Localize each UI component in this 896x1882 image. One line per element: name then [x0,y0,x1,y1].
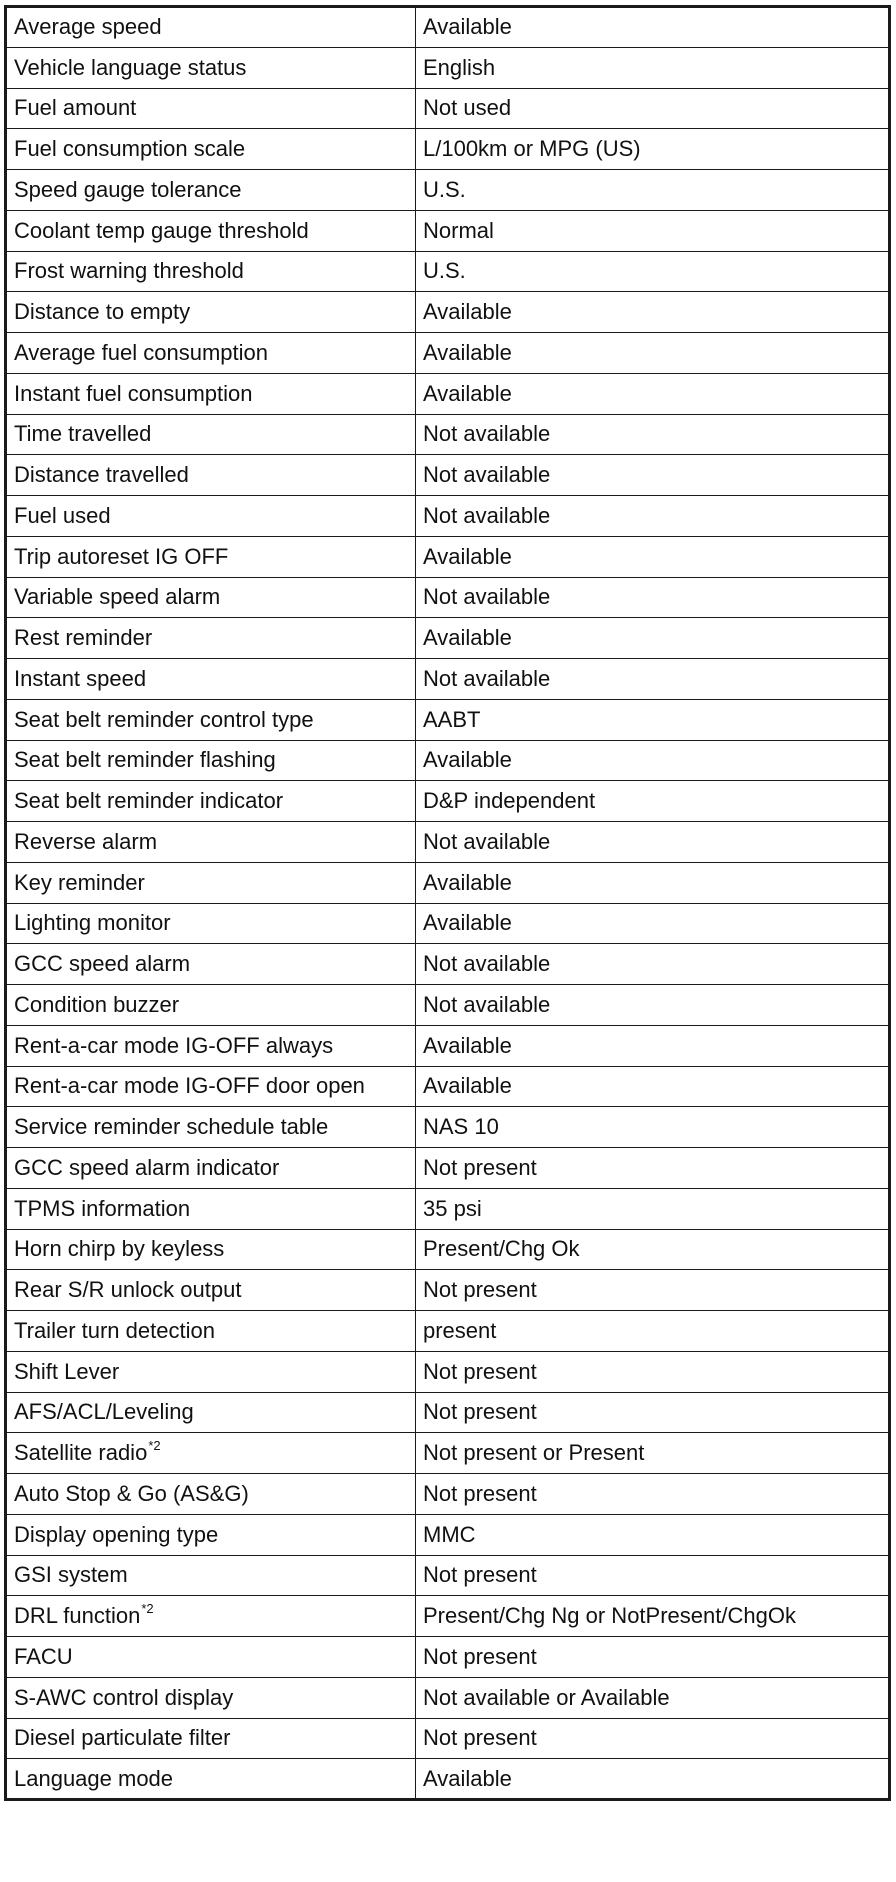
setting-value: Not available [423,828,551,854]
settings-table-body [6,7,890,1800]
table-row [6,1188,890,1229]
setting-value-cell [416,1514,890,1555]
table-row [6,1351,890,1392]
table-row [6,1718,890,1759]
setting-value: Not available [423,462,551,488]
setting-name: Trip autoreset IG OFF [14,543,229,569]
setting-name-cell [6,740,416,781]
setting-name-cell [6,47,416,88]
setting-value-cell [416,1066,890,1107]
setting-value: Not present [423,1399,537,1425]
setting-value: Present/Chg Ng or NotPresent/ChgOk [423,1603,796,1629]
setting-value-cell [416,333,890,374]
table-row [6,1066,890,1107]
setting-name: GSI system [14,1562,128,1588]
setting-value-cell [416,414,890,455]
table-row [6,7,890,48]
setting-value-cell [416,210,890,251]
setting-name: Condition buzzer [14,991,180,1017]
setting-value: Not present [423,1277,537,1303]
setting-value: Not present [423,1562,537,1588]
setting-name-cell [6,577,416,618]
table-row [6,1514,890,1555]
table-row [6,129,890,170]
setting-name: Distance travelled [14,462,189,488]
setting-name: Lighting monitor [14,910,171,936]
setting-name: Average fuel consumption [14,339,268,365]
setting-value: Not used [423,95,512,121]
setting-name-cell [6,1311,416,1352]
setting-name-cell [6,1351,416,1392]
setting-name-cell [6,985,416,1026]
setting-name: Key reminder [14,869,145,895]
setting-name-cell [6,1025,416,1066]
table-row [6,1474,890,1515]
setting-name: Auto Stop & Go (AS&G) [14,1480,249,1506]
setting-value: D&P independent [423,788,596,814]
table-row [6,740,890,781]
setting-value-cell [416,1392,890,1433]
table-row [6,903,890,944]
setting-value: Available [423,1073,512,1099]
setting-value-cell [416,740,890,781]
setting-name: Satellite radio [14,1440,148,1466]
setting-value-cell [416,170,890,211]
table-row [6,822,890,863]
table-row [6,1311,890,1352]
table-row [6,373,890,414]
setting-name-cell [6,1718,416,1759]
setting-value-cell [416,1555,890,1596]
setting-name-cell [6,536,416,577]
setting-name-cell [6,333,416,374]
setting-value: Normal [423,217,494,243]
setting-name-cell [6,88,416,129]
setting-name-cell [6,862,416,903]
setting-name-cell [6,903,416,944]
setting-name: Time travelled [14,421,152,447]
table-row [6,1229,890,1270]
setting-value: Present/Chg Ok [423,1236,580,1262]
setting-name: Seat belt reminder flashing [14,747,276,773]
setting-value: Available [423,747,512,773]
setting-value: Available [423,380,512,406]
setting-name: Speed gauge tolerance [14,176,242,202]
setting-value-cell [416,1270,890,1311]
setting-name: Rent-a-car mode IG-OFF door open [14,1073,365,1099]
setting-name-cell [6,1677,416,1718]
setting-value-cell [416,373,890,414]
setting-name: Rear S/R unlock output [14,1277,242,1303]
table-row [6,455,890,496]
setting-name: Coolant temp gauge threshold [14,217,309,243]
setting-value: Not present [423,1154,537,1180]
setting-name-cell [6,1066,416,1107]
setting-value: Available [423,1032,512,1058]
setting-value: Available [423,1765,512,1791]
setting-value-cell [416,862,890,903]
setting-name-cell [6,1229,416,1270]
setting-value-cell [416,496,890,537]
setting-value: L/100km or MPG (US) [423,136,641,162]
table-row [6,985,890,1026]
setting-name-cell [6,1637,416,1678]
setting-name: TPMS information [14,1195,191,1221]
setting-value-cell [416,903,890,944]
setting-name: Reverse alarm [14,828,158,854]
setting-value-cell [416,1025,890,1066]
setting-name-cell [6,455,416,496]
setting-value: Not available [423,584,551,610]
setting-value-cell [416,1759,890,1800]
setting-value-cell [416,292,890,333]
setting-name-cell [6,944,416,985]
setting-value: U.S. [423,176,466,202]
setting-name-cell [6,781,416,822]
table-row [6,251,890,292]
setting-name-cell [6,699,416,740]
table-row [6,618,890,659]
setting-name-cell [6,1555,416,1596]
setting-value: Not available or Available [423,1684,670,1710]
setting-name-cell [6,822,416,863]
setting-name: Seat belt reminder control type [14,706,314,732]
setting-name: Rent-a-car mode IG-OFF always [14,1032,334,1058]
setting-value-cell [416,251,890,292]
setting-value: Not present [423,1358,537,1384]
setting-value-cell [416,1148,890,1189]
setting-value: AABT [423,706,481,732]
setting-value: 35 psi [423,1195,482,1221]
table-row [6,292,890,333]
setting-name: Rest reminder [14,625,153,651]
setting-value: Not present or Present [423,1440,645,1466]
setting-name: DRL function [14,1603,141,1629]
setting-value-cell [416,944,890,985]
footnote-marker: *2 [141,1601,154,1617]
setting-name-cell [6,1596,416,1637]
setting-value: Not present [423,1725,537,1751]
setting-name: Horn chirp by keyless [14,1236,225,1262]
setting-name: Shift Lever [14,1358,120,1384]
setting-value: Not available [423,421,551,447]
table-row [6,1025,890,1066]
setting-name-cell [6,7,416,48]
table-row [6,944,890,985]
setting-value: Available [423,910,512,936]
setting-value-cell [416,536,890,577]
setting-name: Frost warning threshold [14,258,244,284]
setting-name: Fuel amount [14,95,137,121]
table-row [6,333,890,374]
setting-value: Available [423,869,512,895]
table-row [6,862,890,903]
setting-value-cell [416,1229,890,1270]
table-row [6,88,890,129]
setting-name: Service reminder schedule table [14,1114,329,1140]
table-row [6,1677,890,1718]
setting-name: Fuel consumption scale [14,136,246,162]
setting-value-cell [416,7,890,48]
setting-name-cell [6,251,416,292]
setting-value: Available [423,625,512,651]
setting-name: GCC speed alarm indicator [14,1154,280,1180]
setting-name: Vehicle language status [14,54,247,80]
setting-value: present [423,1317,497,1343]
setting-name-cell [6,1759,416,1800]
setting-value-cell [416,822,890,863]
table-row [6,1433,890,1474]
table-row [6,1555,890,1596]
setting-value-cell [416,699,890,740]
setting-name: GCC speed alarm [14,951,191,977]
setting-name: FACU [14,1643,73,1669]
table-row [6,414,890,455]
table-row [6,1637,890,1678]
setting-value-cell [416,1311,890,1352]
table-row [6,699,890,740]
setting-value-cell [416,1351,890,1392]
setting-name-cell [6,292,416,333]
setting-value-cell [416,577,890,618]
setting-value: Available [423,14,512,40]
setting-value-cell [416,1107,890,1148]
setting-name-cell [6,1148,416,1189]
setting-name-cell [6,496,416,537]
setting-value: Not available [423,665,551,691]
setting-name-cell [6,129,416,170]
table-row [6,1392,890,1433]
setting-name: Trailer turn detection [14,1317,215,1343]
setting-value-cell [416,1596,890,1637]
setting-name-cell [6,1433,416,1474]
setting-name: Average speed [14,14,162,40]
setting-value: Available [423,299,512,325]
setting-name-cell [6,1514,416,1555]
setting-value-cell [416,1718,890,1759]
table-row [6,781,890,822]
table-row [6,1270,890,1311]
setting-value: MMC [423,1521,476,1547]
setting-name: AFS/ACL/Leveling [14,1399,194,1425]
setting-name-cell [6,170,416,211]
table-row [6,577,890,618]
setting-value: Not available [423,951,551,977]
setting-name: Variable speed alarm [14,584,221,610]
setting-value: Not present [423,1643,537,1669]
setting-name-cell [6,373,416,414]
table-row [6,1596,890,1637]
setting-value-cell [416,618,890,659]
setting-value: Not present [423,1480,537,1506]
footnote-marker: *2 [148,1438,161,1454]
setting-name: Language mode [14,1765,174,1791]
setting-value: Available [423,339,512,365]
setting-value: Available [423,543,512,569]
table-row [6,1107,890,1148]
setting-value-cell [416,88,890,129]
table-row [6,47,890,88]
table-row [6,659,890,700]
setting-name: Instant speed [14,665,147,691]
setting-value-cell [416,659,890,700]
setting-value: Not available [423,502,551,528]
table-row [6,1148,890,1189]
setting-name-cell [6,618,416,659]
setting-value-cell [416,1433,890,1474]
setting-name-cell [6,1270,416,1311]
setting-name: Fuel used [14,502,111,528]
setting-name: Distance to empty [14,299,191,325]
setting-value-cell [416,1677,890,1718]
setting-value: English [423,54,496,80]
setting-name: Diesel particulate filter [14,1725,231,1751]
setting-value-cell [416,455,890,496]
table-row [6,210,890,251]
setting-name-cell [6,414,416,455]
settings-table [4,5,891,1801]
setting-name-cell [6,210,416,251]
setting-name-cell [6,659,416,700]
setting-name-cell [6,1188,416,1229]
setting-value: NAS 10 [423,1114,499,1140]
setting-name: Display opening type [14,1521,219,1547]
table-row [6,496,890,537]
setting-value-cell [416,1474,890,1515]
setting-value-cell [416,47,890,88]
table-row [6,1759,890,1800]
setting-value-cell [416,781,890,822]
setting-value: Not available [423,991,551,1017]
setting-name: S-AWC control display [14,1684,234,1710]
setting-value-cell [416,129,890,170]
table-row [6,536,890,577]
setting-value-cell [416,985,890,1026]
setting-name: Instant fuel consumption [14,380,253,406]
setting-value-cell [416,1637,890,1678]
setting-value: U.S. [423,258,466,284]
setting-name: Seat belt reminder indicator [14,788,284,814]
setting-value-cell [416,1188,890,1229]
setting-name-cell [6,1474,416,1515]
table-row [6,170,890,211]
setting-name-cell [6,1392,416,1433]
setting-name-cell [6,1107,416,1148]
